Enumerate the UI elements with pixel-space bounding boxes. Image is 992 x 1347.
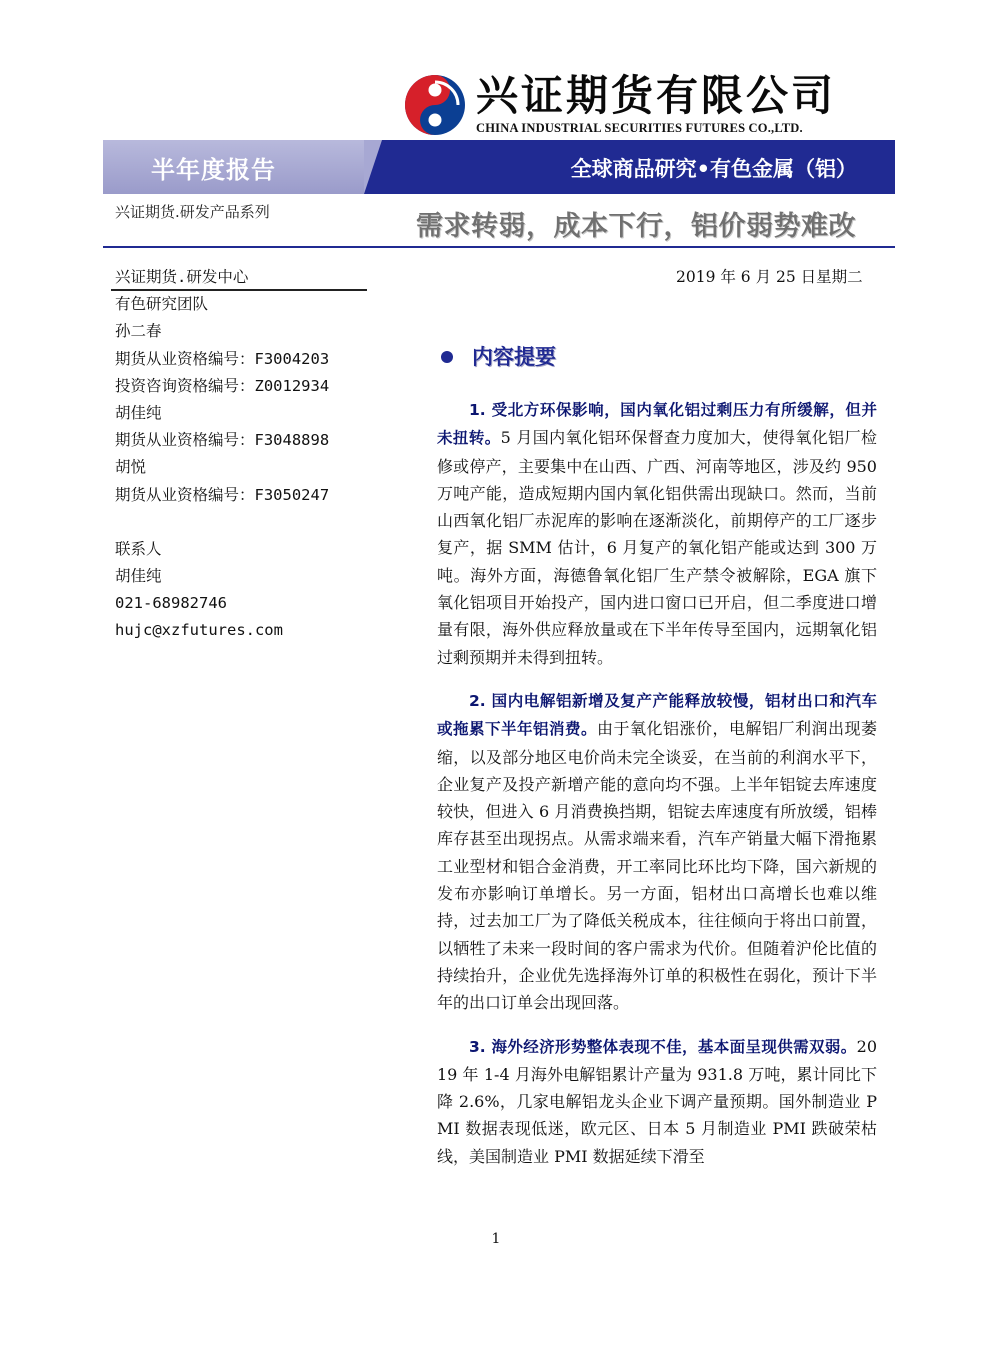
headline-divider bbox=[103, 246, 895, 248]
product-series: 兴证期货.研发产品系列 bbox=[115, 203, 270, 221]
banner-category bbox=[364, 140, 895, 194]
category-label: 全球商品研究•有色金属（铝） bbox=[570, 157, 857, 181]
analyst-license: 期货从业资格编号：F3048898 bbox=[115, 431, 330, 450]
analyst-license: 期货从业资格编号：F3004203 bbox=[115, 349, 330, 368]
paragraph-text: 2019 年 1-4 月海外电解铝累计产量为 931.8 万吨，累计同比下降 2.6%，几家电解铝龙头企业下调产量预期。国外制造业 PMI 数据表现低迷，欧元区、日本 5 月制造业 PMI 跌破荣枯线，美国制造业 PMI 数据延续下滑至 bbox=[437, 1036, 877, 1166]
summary-paragraph bbox=[437, 687, 877, 1017]
report-type-label: 半年度报告 bbox=[151, 156, 276, 184]
analyst-name: 孙二春 bbox=[115, 322, 162, 341]
section-title: 内容提要 bbox=[472, 345, 556, 369]
analyst-license: 期货从业资格编号：F3050247 bbox=[115, 485, 330, 504]
paragraph-lead: 1. 受北方环保影响，国内氧化铝过剩压力有所缓解，但并未扭转。 bbox=[437, 401, 877, 448]
summary-body bbox=[437, 396, 877, 1186]
author-sidebar bbox=[115, 264, 367, 644]
paragraph-text: 5 月国内氧化铝环保督查力度加大，使得氧化铝厂检修或停产，主要集中在山西、广西、河南等地区，涉及约 950 万吨产能，造成短期内国内氧化铝供需出现缺口。然而，当前山西氧化铝厂赤泥库的影响在逐渐淡化，前期停产的工厂逐步复产，据 SMM 估计，6 月复产的氧化铝产能或达到 300 万吨。海外方面，海德鲁氧化铝厂生产禁令被解除，EGA 旗下氧化铝项目开始投产，国内进口窗口已开启，但二季度进口增量有限，海外供应释放量或在下半年传导至国内，远期氧化铝过剩预期并未得到扭转。 bbox=[437, 428, 877, 667]
paragraph-lead: 2. 国内电解铝新增及复产产能释放较慢，铝材出口和汽车或拖累下半年铝消费。 bbox=[437, 691, 877, 739]
company-name-en: CHINA INDUSTRIAL SECURITIES FUTURES CO.,LTD. bbox=[476, 121, 803, 135]
paragraph-text: 由于氧化铝涨价，电解铝厂利润出现萎缩，以及部分地区电价尚未完全谈妥，在当前的利润水平下，企业复产及投产新增产能的意向均不强。上半年铝锭去库速度较快，但进入 6 月消费换挡期，铝锭去库速度有所放缓，铝棒库存甚至出现拐点。从需求端来看，汽车产销量大幅下滑拖累工业型材和铝合金消费，开工率同比环比均下降，国六新规的发布亦影响订单增长。另一方面，铝材出口高增长也难以维持，过去加工厂为了降低关税成本，往往倾向于将出口前置，以牺牲了未来一段时间的客户需求为代价。但随着沪伦比值的持续抬升，企业优先选择海外订单的积极性在弱化，预计下半年的出口订单会出现回落。 bbox=[437, 719, 877, 1013]
contact-email[interactable]: hujc@xzfutures.com bbox=[115, 621, 283, 640]
bullet-icon bbox=[441, 351, 453, 363]
research-center: 兴证期货.研发中心 bbox=[115, 268, 249, 286]
contact-phone: 021-68982746 bbox=[115, 594, 227, 613]
spacer bbox=[115, 509, 367, 536]
page-number: 1 bbox=[491, 1231, 501, 1247]
paragraph-lead: 3. 海外经济形势整体表现不佳，基本面呈现供需双弱。 bbox=[469, 1037, 857, 1056]
report-headline: 需求转弱，成本下行，铝价弱势难改 bbox=[416, 211, 856, 242]
summary-paragraph bbox=[437, 1033, 877, 1170]
analyst-name: 胡悦 bbox=[115, 458, 147, 477]
company-logo-icon bbox=[404, 74, 466, 136]
analyst-license: 投资咨询资格编号：Z0012934 bbox=[115, 376, 330, 395]
analyst-name: 胡佳纯 bbox=[115, 403, 162, 422]
banner-report-type bbox=[103, 140, 364, 194]
contact-label: 联系人 bbox=[115, 539, 162, 558]
company-name-cn: 兴证期货有限公司 bbox=[476, 71, 837, 120]
report-date: 2019 年 6 月 25 日星期二 bbox=[676, 268, 863, 286]
contact-name: 胡佳纯 bbox=[115, 566, 162, 585]
research-team: 有色研究团队 bbox=[115, 295, 209, 314]
summary-paragraph bbox=[437, 396, 877, 671]
report-banner bbox=[103, 140, 895, 194]
